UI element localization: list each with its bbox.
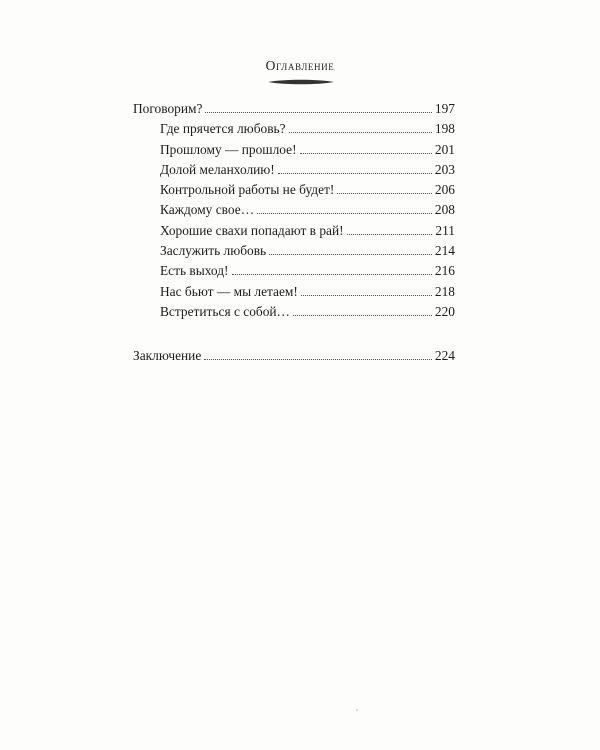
toc-entry-title: Есть выход! [160,263,229,279]
toc-entry-title: Заключение [133,348,202,363]
toc-entry-title: Каждому свое… [160,202,255,218]
dot-leader [289,131,432,133]
dot-leader [204,358,432,360]
toc-entry-title: Контрольной работы не будет! [160,182,335,198]
toc-subentry [133,243,455,263]
toc-subentry [133,304,455,324]
toc-entry-page: 201 [434,141,455,157]
dot-leader [293,314,432,316]
toc-entry-title: Заслужить любовь [160,243,267,259]
toc-entry-page: 218 [434,283,455,299]
toc-entry-title: Хорошие свахи попадают в рай! [160,222,344,238]
toc-subentry [133,223,455,243]
dot-leader [269,253,432,255]
toc-entry-final [133,348,455,368]
toc-entry-page: 224 [434,348,455,363]
dot-leader [232,273,432,275]
toc-entry-page: 220 [434,303,455,319]
toc-entry-title: Прошлому — прошлое! [160,141,297,157]
toc-subentry [133,162,455,182]
toc-entry-page: 203 [434,161,455,177]
dot-leader [205,111,431,113]
toc-entry-title: Встретиться с собой… [160,303,290,319]
toc-subentry [133,202,455,222]
toc-entry-page: 206 [434,182,455,198]
toc-subentry [133,263,455,283]
toc-entry-page: 214 [434,243,455,259]
dot-leader [301,294,432,296]
dot-leader [300,152,432,154]
dot-leader [337,192,432,194]
toc-entry-page: 198 [434,121,455,137]
toc-subentry [133,284,455,304]
toc-entry-page: 208 [434,202,455,218]
toc-entry-title: Долой меланхолию! [160,161,275,177]
toc-entry-title: Где прячется любовь? [160,121,286,137]
toc-entry-title: Поговорим? [133,101,203,116]
toc-list-final [133,348,455,368]
toc-subentry [133,182,455,202]
toc-entry-main [133,101,455,121]
dot-leader [257,212,432,214]
toc-entry-title: Нас бьют — мы летаем! [160,283,298,299]
toc-heading: Оглавление [265,58,335,73]
toc-entry-page: 211 [435,222,455,238]
paper-speck [356,709,358,711]
toc-entry-page: 197 [434,101,455,116]
ornament-flourish [266,78,336,86]
toc-subentry [133,121,455,141]
dot-leader [347,233,433,235]
dot-leader [278,172,432,174]
toc-list [133,101,455,324]
toc-subentry [133,142,455,162]
toc-entry-page: 216 [434,263,455,279]
